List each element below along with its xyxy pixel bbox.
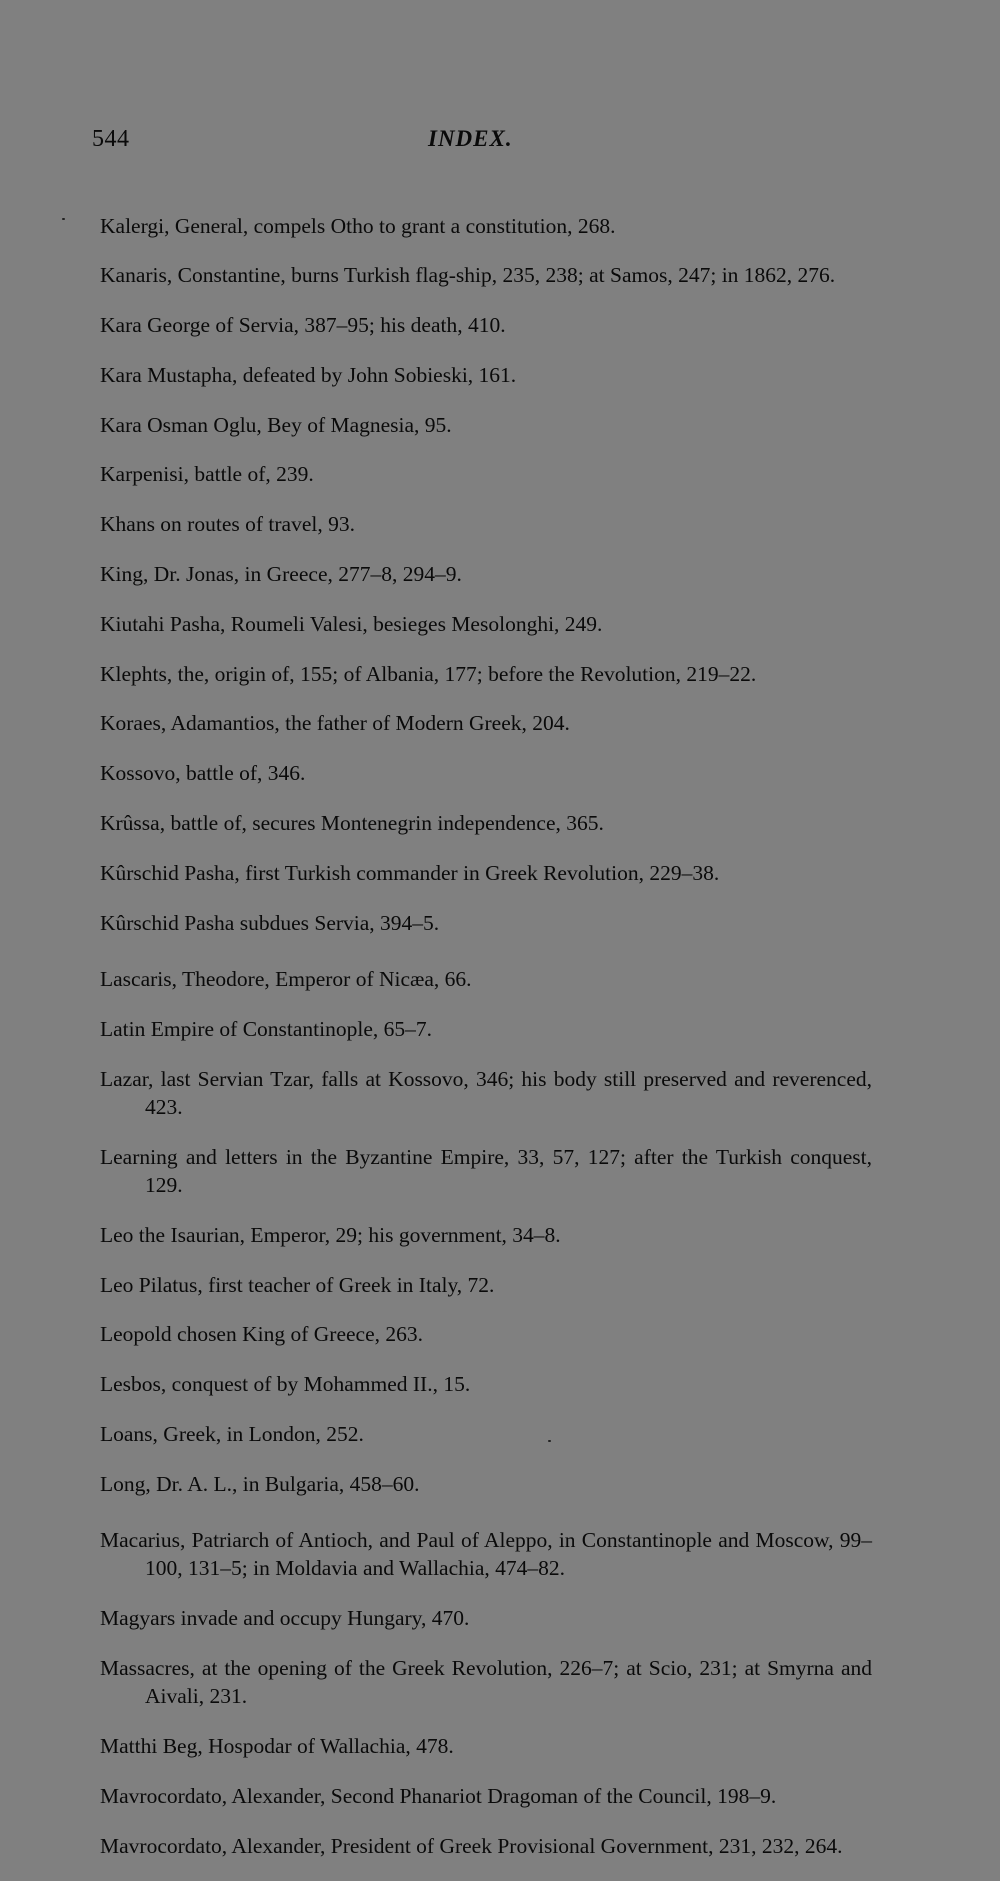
index-entry: Leo Pilatus, first teacher of Greek in Italy, 72. <box>100 1272 495 1297</box>
ink-speck <box>548 1440 551 1442</box>
index-entry: Matthi Beg, Hospodar of Wallachia, 478. <box>100 1734 454 1758</box>
index-group-l <box>100 965 872 1498</box>
index-entry: Loans, Greek, in London, 252. <box>100 1421 364 1446</box>
index-entries <box>100 190 872 1881</box>
index-entry: Lascaris, Theodore, Emperor of Nicæa, 66. <box>100 966 472 991</box>
index-entry: Leo the Isaurian, Emperor, 29; his government, 34–8. <box>100 1222 561 1247</box>
index-entry: Massacres, at the opening of the Greek Revolution, 226–7; at Scio, 231; at Smyrna and Aivali, 231. <box>100 1655 872 1709</box>
index-entry: Latin Empire of Constantinople, 65–7. <box>100 1016 433 1041</box>
index-entry: Kiutahi Pasha, Roumeli Valesi, besieges Mesolonghi, 249. <box>100 611 603 636</box>
running-title: INDEX. <box>428 126 513 151</box>
index-entry: Krûssa, battle of, secures Montenegrin independence, 365. <box>100 811 604 836</box>
index-entry: King, Dr. Jonas, in Greece, 277–8, 294–9. <box>100 562 462 587</box>
index-entry: Learning and letters in the Byzantine Empire, 33, 57, 127; after the Turkish conquest, 129. <box>100 1144 872 1197</box>
index-entry: Long, Dr. A. L., in Bulgaria, 458–60. <box>100 1471 420 1496</box>
index-entry: Kara Mustapha, defeated by John Sobieski, 161. <box>100 362 517 387</box>
index-entry: Kossovo, battle of, 346. <box>100 761 306 786</box>
index-entry: Karpenisi, battle of, 239. <box>100 462 314 487</box>
index-entry: Leopold chosen King of Greece, 263. <box>100 1322 423 1347</box>
ink-speck <box>62 218 65 220</box>
index-group-m <box>100 1526 872 1860</box>
index-entry: Mavrocordato, Alexander, President of Greek Provisional Government, 231, 232, 264. <box>100 1833 843 1858</box>
index-entry: Kara Osman Oglu, Bey of Magnesia, 95. <box>100 412 452 437</box>
index-entry: Kanaris, Constantine, burns Turkish flag-ship, 235, 238; at Samos, 247; in 1862, 276. <box>100 263 836 288</box>
index-entry: Macarius, Patriarch of Antioch, and Paul of Aleppo, in Constantinople and Moscow, 99–100, 131–5; in Moldavia and Wallachia, 474–82. <box>100 1528 872 1581</box>
index-entry: Lesbos, conquest of by Mohammed II., 15. <box>100 1372 471 1397</box>
page-number: 544 <box>92 126 130 152</box>
index-entry: Kûrschid Pasha, first Turkish commander in Greek Revolution, 229–38. <box>100 860 720 885</box>
index-entry: Klephts, the, origin of, 155; of Albania, 177; before the Revolution, 219–22. <box>100 661 757 686</box>
index-entry: Khans on routes of travel, 93. <box>100 512 355 537</box>
index-entry: Kara George of Servia, 387–95; his death, 410. <box>100 313 506 338</box>
index-group-k <box>100 212 872 937</box>
index-entry: Kûrschid Pasha subdues Servia, 394–5. <box>100 910 440 935</box>
index-entry: Koraes, Adamantios, the father of Modern Greek, 204. <box>100 711 570 736</box>
page-header <box>92 126 872 162</box>
index-entry: Kalergi, General, compels Otho to grant a constitution, 268. <box>100 213 616 238</box>
index-entry: Mavrocordato, Alexander, Second Phanariot Dragoman of the Council, 198–9. <box>100 1783 777 1808</box>
index-entry: Lazar, last Servian Tzar, falls at Kossovo, 346; his body still preserved and reverenced, 423. <box>100 1066 872 1119</box>
index-entry: Magyars invade and occupy Hungary, 470. <box>100 1606 470 1631</box>
